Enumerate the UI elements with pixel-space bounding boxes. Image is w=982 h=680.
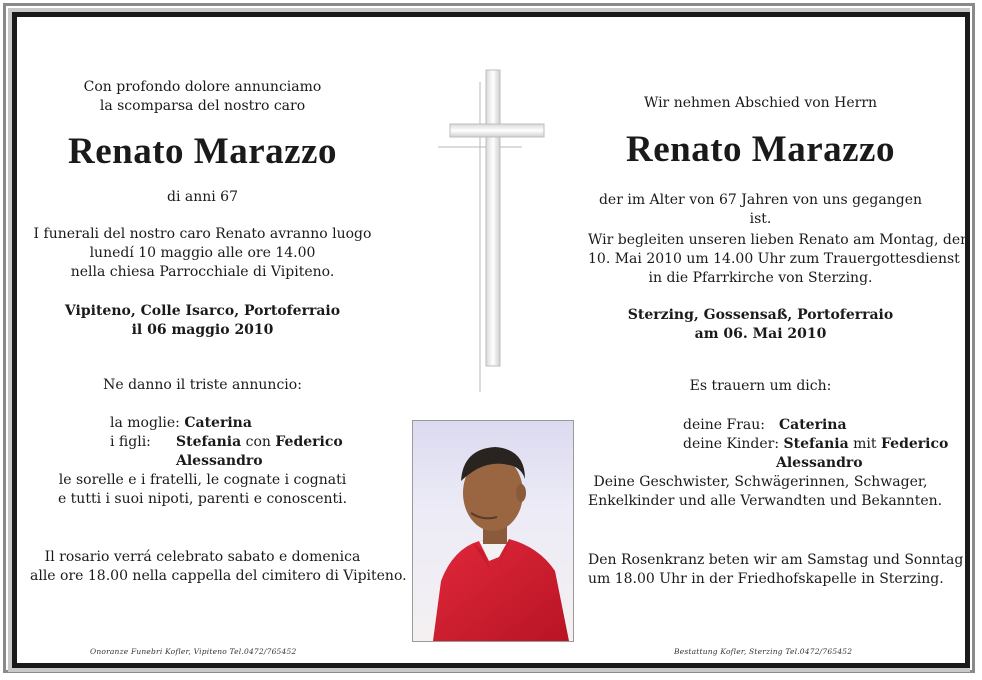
left-rosary-line2: alle ore 18.00 nella cappella del cimitero di Vipiteno. [30,568,407,584]
left-children-label: i figli: [110,434,151,450]
right-child1: Stefania [783,436,849,452]
left-rosary-line1: Il rosario verrá celebrato sabato e domenica [44,549,361,565]
right-relatives-line1: Deine Geschwister, Schwägerinnen, Schwager, [593,474,928,490]
cross-icon [430,66,560,396]
right-rosary-line2: um 18.00 Uhr in der Friedhofskapelle in Sterzing. [588,571,944,587]
left-wife-name: Caterina [184,415,252,431]
left-relatives [30,471,375,509]
left-intro [30,78,375,116]
right-mourn: Es trauern um dich: [689,378,832,394]
right-place: Sterzing, Gossensaß, Portoferraio [627,307,894,323]
right-children-label: deine Kinder: [683,436,780,452]
left-footer: Onoranze Funebri Kofler, Vipiteno Tel.0472/765452 [90,647,297,656]
right-wife-name: Caterina [779,417,847,433]
left-children-row [176,433,343,452]
right-wife-label: deine Frau: [683,417,765,433]
left-relatives-line1: le sorelle e i fratelli, le cognate i cognati [58,472,347,488]
deceased-photo [412,420,574,642]
left-announce: Ne danno il triste annuncio: [103,377,302,393]
right-child-connector: mit [853,436,877,452]
right-age-line: der im Alter von 67 Jahren von uns gegangen ist. [598,192,923,227]
left-child1: Stefania [176,434,242,450]
left-child2: Federico [275,434,343,450]
right-footer: Bestattung Kofler, Sterzing Tel.0472/765452 [674,647,853,656]
left-funeral-info [30,225,375,282]
right-rosary [588,551,964,589]
right-child3: Alessandro [776,455,863,471]
right-place-date [588,306,933,344]
left-child-connector: con [245,434,271,450]
right-deceased-name: Renato Marazzo [626,129,895,170]
left-rosary [30,548,407,586]
right-funeral-line2: 10. Mai 2010 um 14.00 Uhr zum Trauergottesdienst [588,251,960,267]
right-rosary-line1: Den Rosenkranz beten wir am Samstag und Sonntag [588,552,964,568]
left-child3: Alessandro [176,453,263,469]
right-date: am 06. Mai 2010 [694,326,827,342]
portrait-image [413,421,573,641]
right-relatives [588,473,943,511]
left-deceased-name: Renato Marazzo [68,131,337,172]
left-funeral-line2: lunedí 10 maggio alle ore 14.00 [89,245,316,261]
left-place-date [30,302,375,340]
left-wife-row [110,414,252,433]
right-funeral-line3: in die Pfarrkirche von Sterzing. [648,270,873,286]
right-funeral-line1: Wir begleiten unseren lieben Renato am Montag, den [588,232,970,248]
left-place: Vipiteno, Colle Isarco, Portoferraio [64,303,341,319]
right-funeral-info [588,231,970,288]
left-date: il 06 maggio 2010 [131,322,274,338]
left-intro-line2: la scomparsa del nostro caro [99,98,306,114]
right-intro: Wir nehmen Abschied von Herrn [643,95,878,111]
left-relatives-line2: e tutti i suoi nipoti, parenti e conoscenti. [57,491,348,507]
left-age: di anni 67 [166,189,238,205]
left-wife-label: la moglie: [110,415,180,431]
left-intro-line1: Con profondo dolore annunciamo [83,79,322,95]
right-children-row [683,435,948,454]
left-funeral-line1: I funerali del nostro caro Renato avranno luogo [33,226,372,242]
right-child2: Federico [881,436,949,452]
left-funeral-line3: nella chiesa Parrocchiale di Vipiteno. [70,264,335,280]
right-relatives-line2: Enkelkinder und alle Verwandten und Bekannten. [588,493,943,509]
